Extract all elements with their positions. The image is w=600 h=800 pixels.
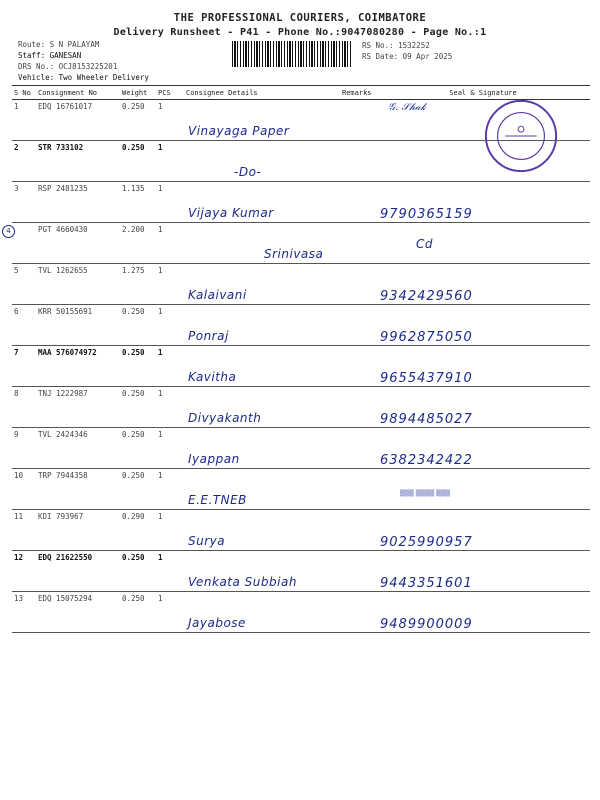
table-row xyxy=(12,264,590,305)
table-row xyxy=(12,100,590,141)
row-consignment: TVL 1262655 xyxy=(36,264,120,305)
row-sno: 1 xyxy=(12,100,36,141)
row-remarks xyxy=(340,387,376,428)
row-phone: 9443351601 xyxy=(380,576,473,591)
staff-field: Staff: GANESAN xyxy=(18,51,82,60)
row-signature-cell xyxy=(376,387,590,428)
row-pcs: 1 xyxy=(156,387,184,428)
col-header-consignment: Consignment No xyxy=(36,86,120,100)
row-remarks xyxy=(340,305,376,346)
row-signature-cell xyxy=(376,100,590,141)
row-consignee-cell xyxy=(184,592,340,633)
row-weight: 0.250 xyxy=(120,346,156,387)
row-sno: 10 xyxy=(12,469,36,510)
row-weight: 2.200 xyxy=(120,223,156,264)
row-weight: 1.275 xyxy=(120,264,156,305)
row-consignment: KDI 793967 xyxy=(36,510,120,551)
row-signature-cell xyxy=(376,592,590,633)
row-pcs: 1 xyxy=(156,510,184,551)
row-consignment: KRR 50155691 xyxy=(36,305,120,346)
row-consignment: TRP 7944358 xyxy=(36,469,120,510)
row-weight: 0.250 xyxy=(120,100,156,141)
circled-number-mark: 4 xyxy=(2,225,15,238)
row-phone: 9894485027 xyxy=(380,412,473,427)
table-row xyxy=(12,428,590,469)
row-remarks xyxy=(340,469,376,510)
row-remarks xyxy=(340,510,376,551)
row-pcs: 1 xyxy=(156,141,184,182)
row-consignee-cell xyxy=(184,387,340,428)
row-consignee: Vijaya Kumar xyxy=(188,206,274,220)
row-pcs: 1 xyxy=(156,551,184,592)
row-signature-cell xyxy=(376,264,590,305)
row-pcs: 1 xyxy=(156,592,184,633)
row-consignment: RSP 2481235 xyxy=(36,182,120,223)
row-sno: 5 xyxy=(12,264,36,305)
row-consignee: Surya xyxy=(188,534,226,548)
row-phone: 6382342422 xyxy=(380,453,473,468)
row-consignment: EDQ 21622550 xyxy=(36,551,120,592)
row-weight: 0.250 xyxy=(120,469,156,510)
row-consignment: EDQ 16761017 xyxy=(36,100,120,141)
row-pcs: 1 xyxy=(156,346,184,387)
row-pcs: 1 xyxy=(156,469,184,510)
table-row xyxy=(12,469,590,510)
col-header-remarks: Remarks xyxy=(340,86,376,100)
col-header-signature: Seal & Signature xyxy=(376,86,590,100)
row-phone: 9962875050 xyxy=(380,330,473,345)
drs-number: DRS No.: OCJ8153225201 xyxy=(18,62,118,71)
row-consignee: E.E.TNEB xyxy=(188,493,247,507)
route-field: Route: S N PALAYAM xyxy=(18,40,100,49)
row-consignment: MAA 576074972 xyxy=(36,346,120,387)
rs-date: RS Date: 09 Apr 2025 xyxy=(362,52,453,61)
row-consignee-cell xyxy=(184,305,340,346)
row-remarks xyxy=(340,100,376,141)
row-remarks xyxy=(340,264,376,305)
row-consignment: STR 733102 xyxy=(36,141,120,182)
row-pcs: 1 xyxy=(156,264,184,305)
runsheet-subtitle: Delivery Runsheet - P41 - Phone No.:9047080280 - Page No.:1 xyxy=(113,27,487,38)
row-signature-cell xyxy=(376,428,590,469)
row-consignee: Venkata Subbiah xyxy=(188,575,297,589)
row-consignee: Vinayaga Paper xyxy=(188,124,290,138)
row-signature-cell xyxy=(376,510,590,551)
row-remarks xyxy=(340,182,376,223)
row-remarks xyxy=(340,592,376,633)
row-remarks xyxy=(340,551,376,592)
faded-seal-stamp: ▒▒▒ ▒▒▒▒ ▒▒▒ xyxy=(400,490,450,497)
row-signature-cell xyxy=(376,223,590,264)
row-pcs: 1 xyxy=(156,223,184,264)
row-consignee: Iyappan xyxy=(188,452,240,466)
row-remarks xyxy=(340,223,376,264)
row-remarks xyxy=(340,428,376,469)
row-weight: 0.250 xyxy=(120,551,156,592)
row-sno: 2 xyxy=(12,141,36,182)
row-sno: 12 xyxy=(12,551,36,592)
table-row xyxy=(12,223,590,264)
row-weight: 0.250 xyxy=(120,141,156,182)
row-phone: 9790365159 xyxy=(380,207,473,222)
vehicle-field: Vehicle: Two Wheeler Delivery xyxy=(18,73,149,82)
runsheet-table xyxy=(6,85,590,633)
row-consignment: TVL 2424346 xyxy=(36,428,120,469)
row-signature-cell xyxy=(376,551,590,592)
row-consignee: Srinivasa xyxy=(264,247,324,261)
row-phone: 9489900009 xyxy=(380,617,473,632)
table-row xyxy=(12,141,590,182)
row-consignee: Kavitha xyxy=(188,370,237,384)
row-signature-cell xyxy=(376,305,590,346)
row-remarks xyxy=(340,141,376,182)
row-weight: 0.250 xyxy=(120,428,156,469)
table-header-row xyxy=(12,86,590,100)
row-weight: 0.290 xyxy=(120,510,156,551)
row-sno: 8 xyxy=(12,387,36,428)
col-header-pcs: PCS xyxy=(156,86,184,100)
row-consignee-cell xyxy=(184,264,340,305)
row-sno: 7 xyxy=(12,346,36,387)
row-sno: 9 xyxy=(12,428,36,469)
row-consignee-cell xyxy=(184,223,340,264)
row-sno: 3 xyxy=(12,182,36,223)
row-signature-cell xyxy=(376,469,590,510)
row-pcs: 1 xyxy=(156,428,184,469)
row-consignee: -Do- xyxy=(234,165,262,179)
row-signature: Cd xyxy=(416,237,433,251)
row-remarks xyxy=(340,346,376,387)
row-consignee-cell xyxy=(184,346,340,387)
row-pcs: 1 xyxy=(156,182,184,223)
row-signature-cell xyxy=(376,346,590,387)
rs-number: RS No.: 1532252 xyxy=(362,41,430,50)
row-signature-cell xyxy=(376,182,590,223)
table-row xyxy=(12,182,590,223)
row-consignee-cell xyxy=(184,100,340,141)
row-consignee: Jayabose xyxy=(188,616,246,630)
table-row xyxy=(12,551,590,592)
row-weight: 0.250 xyxy=(120,592,156,633)
row-phone: 9342429560 xyxy=(380,289,473,304)
row-pcs: 1 xyxy=(156,305,184,346)
row-pcs: 1 xyxy=(156,100,184,141)
col-header-weight: Weight xyxy=(120,86,156,100)
row-consignee: Kalaivani xyxy=(188,288,247,302)
signature-scribble: 𝒢. 𝒮𝒽𝒶𝓀 xyxy=(388,102,426,113)
row-consignment: PGT 4660430 xyxy=(36,223,120,264)
row-phone: 9655437910 xyxy=(380,371,473,386)
row-consignment: EDQ 15075294 xyxy=(36,592,120,633)
row-consignee-cell xyxy=(184,141,340,182)
row-signature-cell xyxy=(376,141,590,182)
table-row xyxy=(12,346,590,387)
table-row xyxy=(12,510,590,551)
row-sno: 13 xyxy=(12,592,36,633)
company-title: THE PROFESSIONAL COURIERS, COIMBATORE xyxy=(173,12,427,24)
barcode xyxy=(232,41,352,67)
row-weight: 0.250 xyxy=(120,387,156,428)
row-consignee-cell xyxy=(184,469,340,510)
row-weight: 0.250 xyxy=(120,305,156,346)
row-consignment: TNJ 1222987 xyxy=(36,387,120,428)
table-row xyxy=(12,305,590,346)
row-sno: 6 xyxy=(12,305,36,346)
row-consignee: Divyakanth xyxy=(188,411,262,425)
row-weight: 1.135 xyxy=(120,182,156,223)
row-consignee-cell xyxy=(184,428,340,469)
row-consignee-cell xyxy=(184,551,340,592)
table-row xyxy=(12,387,590,428)
row-sno xyxy=(6,223,36,264)
row-sno: 11 xyxy=(12,510,36,551)
row-consignee: Ponraj xyxy=(188,329,229,343)
row-consignee-cell xyxy=(184,182,340,223)
row-consignee-cell xyxy=(184,510,340,551)
row-phone: 9025990957 xyxy=(380,535,473,550)
col-header-sno: S No xyxy=(12,86,36,100)
table-row xyxy=(12,592,590,633)
col-header-consignee: Consignee Details xyxy=(184,86,340,100)
